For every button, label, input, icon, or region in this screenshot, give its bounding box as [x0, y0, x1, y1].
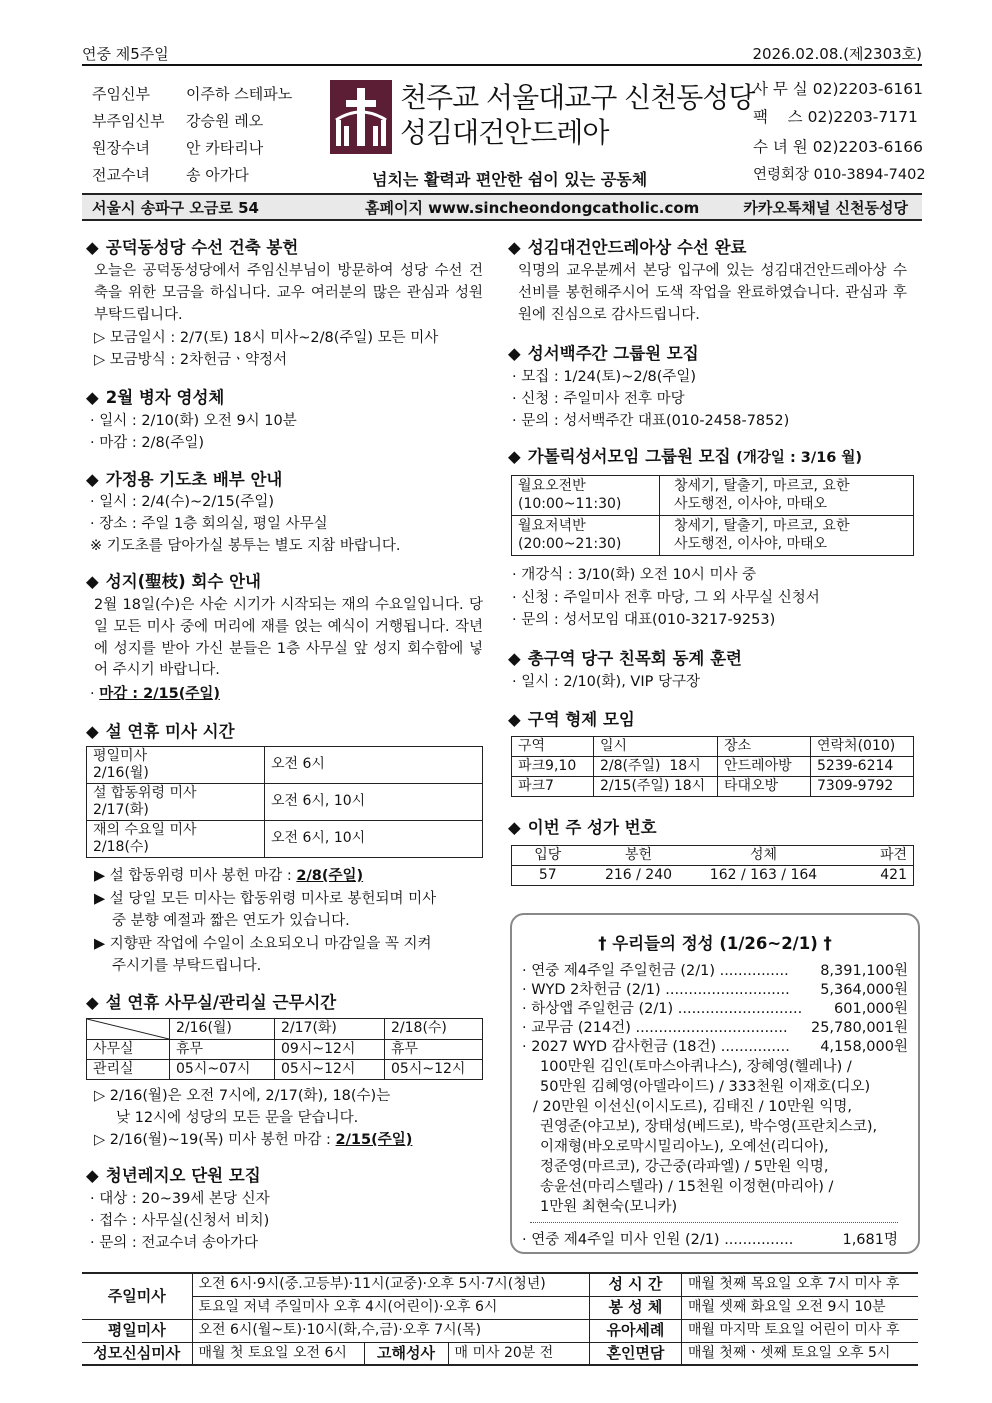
- schedule-label: 평일미사: [82, 1319, 192, 1342]
- section-title-text: 가정용 기도초 배부 안내: [105, 470, 283, 489]
- section-title-text: 성지(聖枝) 회수 안내: [105, 572, 261, 591]
- info-line: ▶ 지향판 작업에 수일이 소요되오니 마감일을 꼭 지켜: [94, 936, 432, 952]
- clergy-row: [92, 138, 263, 160]
- diagonal-line-icon: [87, 1019, 169, 1039]
- table-header: 봉헌: [584, 846, 694, 866]
- table-header: 입당: [512, 846, 584, 866]
- section-title: ◆ 이번 주 성가 번호: [508, 818, 657, 837]
- schedule-value: 매월 첫 토요일 오전 6시: [192, 1342, 364, 1365]
- cell-text: 2/18(수): [93, 839, 149, 855]
- table-cell: [87, 784, 265, 821]
- schedule-value: 매 미사 20분 전: [448, 1342, 589, 1365]
- table-cell: 09시~12시: [275, 1040, 385, 1060]
- info-line: · 마감 : 2/8(주일): [90, 435, 204, 451]
- note-text: ▶ 설 합동위령 미사 봉헌 마감 :: [94, 868, 297, 884]
- table-cell: 안드레아방: [718, 757, 811, 777]
- deadline: 2/8(주일): [296, 868, 364, 884]
- clergy-row: [92, 84, 292, 106]
- table-cell: 05시~12시: [275, 1060, 385, 1080]
- cell-text: (10:00~11:30): [518, 495, 622, 512]
- deadline: 마감 : 2/15(주일): [99, 686, 220, 702]
- section-title: ◆ 성서백주간 그룹원 모집: [508, 344, 699, 363]
- table-cell: 오전 6시: [265, 747, 483, 784]
- table-row: [512, 737, 914, 757]
- table-cell: 휴무: [170, 1040, 275, 1060]
- contact-label: 연령회장: [753, 167, 810, 183]
- info-line: · 문의 : 성서백주간 대표(010-2458-7852): [512, 413, 790, 429]
- offering-amount: 5,364,000원: [820, 982, 908, 998]
- info-line: [94, 866, 363, 887]
- table-row: [87, 1060, 483, 1080]
- table-cell: [660, 516, 914, 556]
- table-cell: 216 / 240: [584, 866, 694, 886]
- table-row: [87, 784, 483, 821]
- table-header: 구역: [512, 737, 594, 757]
- section-title-text: 성서백주간 그룹원 모집: [527, 344, 699, 363]
- cell-text: 2/17(화): [93, 802, 149, 818]
- contact-label: 사 무 실: [753, 80, 808, 98]
- table-header: 일시: [594, 737, 718, 757]
- cell-text: 2/16(월): [93, 765, 149, 781]
- table-row: [512, 846, 914, 866]
- schedule-label: 주일미사: [82, 1273, 192, 1319]
- bullet: ·: [90, 686, 100, 702]
- section-title-text: 가톨릭성서모임 그룹원 모집: [527, 447, 731, 466]
- cell-text: (20:00~21:30): [518, 535, 622, 552]
- table-cell: 2/15(주일) 18시: [594, 777, 718, 797]
- clergy-row: [92, 165, 249, 187]
- cell-text: 사도행전, 이사야, 마태오: [674, 535, 828, 552]
- offering-amount: 8,391,100원: [820, 963, 908, 979]
- section-body: 익명의 교우분께서 본당 입구에 있는 성김대건안드레아상 수선비를 봉헌해주시어 도색 작업을 완료하였습니다. 관심과 후원에 진심으로 감사드립니다.: [518, 263, 907, 323]
- contact-label: 팩 스: [753, 108, 803, 126]
- bible-study-table: [511, 475, 914, 556]
- offering-amount: 4,158,000원: [820, 1039, 908, 1055]
- table-cell: [512, 516, 660, 556]
- info-line: · 신청 : 주일미사 전후 마당: [512, 391, 685, 407]
- section-title: ◆ 성김대건안드레아상 수선 완료: [508, 238, 747, 257]
- info-line: · 접수 : 사무실(신청서 비치): [90, 1213, 270, 1229]
- table-cell: 파크9,10: [512, 757, 594, 777]
- offering-title: † 우리들의 정성 (1/26~2/1) †: [598, 934, 832, 953]
- info-line: · 문의 : 전교수녀 송아가다: [90, 1235, 259, 1251]
- table-cell: 오전 6시, 10시: [265, 821, 483, 858]
- table-cell: 421: [834, 866, 914, 886]
- attendance-value: 1,681명: [842, 1232, 898, 1248]
- table-cell: 사무실: [87, 1040, 170, 1060]
- section-title: ◆ 총구역 당구 친목회 동계 훈련: [508, 649, 742, 668]
- donor-line: / 20만원 이선신(이시도르), 김태진 / 10만원 익명,: [533, 1099, 852, 1115]
- section-title-text: 구역 형제 모임: [527, 710, 635, 729]
- table-row: [512, 476, 914, 516]
- section-title-text: 설 연휴 미사 시간: [105, 722, 235, 741]
- parish-logo-icon: [330, 80, 392, 154]
- address: 서울시 송파구 오금로 54: [92, 199, 259, 217]
- table-cell: 2/8(주일) 18시: [594, 757, 718, 777]
- table-row: [82, 1296, 918, 1319]
- info-line: 낮 12시에 성당의 모든 문을 닫습니다.: [116, 1110, 359, 1126]
- contact-row: [753, 106, 918, 128]
- district-meeting-table: [511, 736, 914, 797]
- donor-line: 100만원 김인(토마스아퀴나스), 장혜영(헬레나) /: [540, 1059, 852, 1075]
- address-bar: [82, 193, 922, 221]
- info-line: ▷ 모금방식 : 2차헌금ㆍ약정서: [94, 352, 288, 368]
- table-cell: 05시~07시: [170, 1060, 275, 1080]
- table-header: 2/17(화): [275, 1019, 385, 1040]
- deadline: 2/15(주일): [335, 1132, 413, 1148]
- section-title: ◆ 가정용 기도초 배부 안내: [86, 470, 283, 489]
- table-row: [87, 747, 483, 784]
- note-text: ▷ 2/16(월)~19(목) 미사 봉헌 마감 :: [94, 1132, 336, 1148]
- section-title-text: 총구역 당구 친목회 동계 훈련: [527, 649, 742, 668]
- header-rule: [82, 64, 922, 66]
- schedule-value: 매월 마지막 토요일 어린이 미사 후: [681, 1319, 918, 1342]
- table-row: [82, 1319, 918, 1342]
- contact-value: 02)2203-7171: [807, 108, 918, 126]
- table-cell: 57: [512, 866, 584, 886]
- contact-row: [753, 78, 923, 100]
- info-line: ▷ 2/16(월)은 오전 7시에, 2/17(화), 18(수)는: [94, 1088, 391, 1104]
- table-cell: [87, 821, 265, 858]
- schedule-label: 고해성사: [364, 1342, 448, 1365]
- section-title-text: 청년레지오 단원 모집: [105, 1166, 261, 1185]
- attendance-label: · 연중 제4주일 미사 인원 (2/1) ...............: [522, 1232, 794, 1248]
- table-cell: 162 / 163 / 164: [694, 866, 834, 886]
- donor-line: 1만원 최현숙(모니카): [540, 1199, 678, 1215]
- info-line: · 문의 : 성서모임 대표(010-3217-9253): [512, 612, 776, 628]
- table-cell: 5239-6214: [811, 757, 914, 777]
- table-row: [512, 757, 914, 777]
- table-row: [87, 1040, 483, 1060]
- info-line: 주시기를 부탁드립니다.: [112, 958, 262, 974]
- offering-label: · 하상앱 주일헌금 (2/1) ...........................: [522, 1001, 803, 1017]
- clergy-name: 안 카타리나: [186, 139, 264, 157]
- info-line: [90, 684, 220, 705]
- section-title-suffix: (개강일 : 3/16 월): [736, 450, 863, 466]
- cell-text: 설 합동위령 미사: [93, 784, 197, 801]
- cell-text: 창세기, 탈출기, 마르코, 요한: [674, 518, 850, 534]
- section-title: ◆ 공덕동성당 수선 건축 봉헌: [86, 238, 299, 257]
- schedule-label: 성모신심미사: [82, 1342, 192, 1365]
- info-line: ▶ 설 당일 모든 미사는 합동위령 미사로 봉헌되며 미사: [94, 891, 437, 907]
- donor-line: 정준영(마르코), 강근중(라파엘) / 5만원 익명,: [540, 1159, 829, 1175]
- contact-row: [753, 165, 926, 186]
- schedule-table: [82, 1272, 918, 1366]
- office-hours-table: [86, 1018, 483, 1080]
- schedule-value: 매월 첫째 목요일 오후 7시 미사 후: [681, 1273, 918, 1296]
- info-line: · 대상 : 20~39세 본당 신자: [90, 1191, 270, 1207]
- offering-item: [522, 1018, 788, 1039]
- cell-text: 재의 수요일 미사: [93, 821, 197, 838]
- table-cell: 7309-9792: [811, 777, 914, 797]
- week-label: 연중 제5주일: [82, 45, 169, 63]
- cell-text: 창세기, 탈출기, 마르코, 요한: [674, 478, 850, 494]
- offering-item: [522, 961, 789, 982]
- info-line: · 모집 : 1/24(토)~2/8(주일): [512, 369, 697, 385]
- clergy-role: 원장수녀: [92, 139, 150, 157]
- homepage-link[interactable]: 홈페이지 www.sincheondongcatholic.com: [365, 199, 700, 217]
- issue-date: 2026.02.08.(제2303호): [752, 45, 922, 63]
- offering-amount: 601,000원: [834, 1001, 908, 1017]
- table-cell: 휴무: [385, 1040, 483, 1060]
- schedule-value: 매월 첫째ㆍ셋째 토요일 오후 5시: [681, 1342, 918, 1365]
- offering-item: [522, 980, 790, 1001]
- schedule-value: 오전 6시·9시(중.고등부)·11시(교중)·오후 5시·7시(청년): [192, 1273, 589, 1296]
- section-title: ◆ 가톨릭성서모임 그룹원 모집 (개강일 : 3/16 월): [508, 447, 863, 466]
- table-cell: [512, 476, 660, 516]
- table-row: [87, 821, 483, 858]
- info-line: · 장소 : 주일 1층 회의실, 평일 사무실: [90, 516, 328, 532]
- table-row: [512, 866, 914, 886]
- table-cell: [87, 1019, 170, 1040]
- offering-label: · 2027 WYD 감사헌금 (18건) ...............: [522, 1039, 790, 1055]
- contact-value: 02)2203-6166: [812, 138, 923, 156]
- table-cell: [87, 747, 265, 784]
- info-line: · 일시 : 2/4(수)~2/15(주일): [90, 494, 275, 510]
- section-title-text: 공덕동성당 수선 건축 봉헌: [105, 238, 299, 257]
- table-row: [87, 1019, 483, 1040]
- offering-label: · 교무금 (214건) .................................: [522, 1020, 788, 1036]
- info-line: · 일시 : 2/10(화) 오전 9시 10분: [90, 413, 297, 429]
- cell-text: 월요오전반: [518, 478, 586, 494]
- info-line: · 신청 : 주일미사 전후 마당, 그 외 사무실 신청서: [512, 590, 820, 606]
- donor-line: 송윤선(마리스텔라) / 15천원 이정현(마리아) /: [540, 1179, 834, 1195]
- section-title-text: 성김대건안드레아상 수선 완료: [527, 238, 747, 257]
- donor-line: 이재형(바오로막시밀리아노), 오예선(리디아),: [540, 1139, 829, 1155]
- offering-label: · WYD 2차헌금 (2/1) ...........................: [522, 982, 790, 998]
- parish-subtitle: 성김대건안드레아: [400, 116, 609, 149]
- slogan: 넘치는 활력과 편안한 쉼이 있는 공동체: [372, 170, 648, 189]
- section-title: ◆ 구역 형제 모임: [508, 710, 635, 729]
- offering-amount: 25,780,001원: [810, 1020, 908, 1036]
- table-row: [82, 1342, 918, 1365]
- table-header: 성체: [694, 846, 834, 866]
- contact-value: 02)2203-6161: [812, 80, 923, 98]
- donor-line: 권영준(야고보), 장태성(베드로), 박수영(프란치스코),: [540, 1119, 878, 1135]
- section-body: 2월 18일(수)은 사순 시기가 시작되는 재의 수요일입니다. 당일 모든 미사 중에 머리에 재를 얹는 예식이 거행됩니다. 작년에 성지를 받아 가신 분들은 1층 사무실 앞 성지 회수함에 넣어 주시기 바랍니다.: [94, 597, 483, 679]
- offering-label: · 연중 제4주일 주일헌금 (2/1) ...............: [522, 963, 789, 979]
- schedule-value: 매월 셋째 화요일 오전 9시 10분: [681, 1296, 918, 1319]
- section-title-text: 2월 병자 영성체: [105, 388, 225, 407]
- contact-value: 010-3894-7402: [813, 167, 926, 183]
- info-line: · 일시 : 2/10(화), VIP 당구장: [512, 674, 701, 690]
- clergy-role: 주임신부: [92, 85, 150, 103]
- section-title: ◆ 설 연휴 미사 시간: [86, 722, 235, 741]
- clergy-role: 부주임신부: [92, 112, 165, 130]
- schedule-label: 유아세례: [589, 1319, 681, 1342]
- offering-item: [522, 999, 802, 1020]
- cell-text: 사도행전, 이사야, 마태오: [674, 495, 828, 512]
- table-header: 2/18(수): [385, 1019, 483, 1040]
- contact-row: [753, 136, 923, 158]
- info-line: [94, 1130, 412, 1151]
- table-header: 연락처(010): [811, 737, 914, 757]
- table-header: 파견: [834, 846, 914, 866]
- table-header: 2/16(월): [170, 1019, 275, 1040]
- schedule-label: 성 시 간: [589, 1273, 681, 1296]
- info-line: 중 분향 예절과 짧은 연도가 있습니다.: [112, 913, 350, 929]
- clergy-name: 송 아가다: [186, 166, 249, 184]
- donor-line: 50만원 김혜영(아델라이드) / 333천원 이재호(디오): [540, 1079, 871, 1095]
- info-line: · 개강식 : 3/10(화) 오전 10시 미사 중: [512, 567, 757, 583]
- clergy-name: 강승원 레오: [186, 112, 264, 130]
- schedule-value: 토요일 저녁 주일미사 오후 4시(어린이)·오후 6시: [192, 1296, 589, 1319]
- table-header: 장소: [718, 737, 811, 757]
- table-cell: [660, 476, 914, 516]
- section-body: 오늘은 공덕동성당에서 주임신부님이 방문하여 성당 수선 건축을 위한 모금을 하십니다. 교우 여러분의 많은 관심과 성원 부탁드립니다.: [94, 263, 483, 323]
- dotted-divider: [530, 1222, 898, 1223]
- contact-label: 수 녀 원: [753, 138, 808, 156]
- table-cell: 타대오방: [718, 777, 811, 797]
- table-cell: 파크7: [512, 777, 594, 797]
- cell-text: 월요저녁반: [518, 518, 586, 534]
- table-row: [82, 1273, 918, 1296]
- schedule-label: 혼인면담: [589, 1342, 681, 1365]
- table-cell: 오전 6시, 10시: [265, 784, 483, 821]
- schedule-value: 오전 6시(월~토)·10시(화,수,금)·오후 7시(목): [192, 1319, 589, 1342]
- parish-title: 천주교 서울대교구 신천동성당: [400, 81, 755, 114]
- section-title-text: 설 연휴 사무실/관리실 근무시간: [105, 993, 337, 1012]
- kakao-channel: 카카오톡채널 신천동성당: [743, 199, 908, 217]
- section-title: ◆ 2월 병자 영성체: [86, 388, 225, 407]
- table-cell: 관리실: [87, 1060, 170, 1080]
- info-line: ▷ 모금일시 : 2/7(토) 18시 미사~2/8(주일) 모든 미사: [94, 330, 439, 346]
- table-row: [512, 777, 914, 797]
- cell-text: 평일미사: [93, 747, 148, 764]
- section-title: ◆ 청년레지오 단원 모집: [86, 1166, 261, 1185]
- section-title: ◆ 성지(聖枝) 회수 안내: [86, 572, 261, 591]
- table-cell: 05시~12시: [385, 1060, 483, 1080]
- hymn-number-table: [511, 845, 914, 886]
- info-line: ※ 기도초를 담아가실 봉투는 별도 지참 바랍니다.: [90, 538, 401, 554]
- clergy-name: 이주하 스테파노: [186, 85, 293, 103]
- offering-item: [522, 1037, 790, 1058]
- holiday-mass-table: [86, 746, 483, 858]
- clergy-row: [92, 111, 263, 133]
- section-title: ◆ 설 연휴 사무실/관리실 근무시간: [86, 993, 337, 1012]
- section-title-text: 이번 주 성가 번호: [527, 818, 657, 837]
- clergy-role: 전교수녀: [92, 166, 150, 184]
- table-row: [512, 516, 914, 556]
- schedule-label: 봉 성 체: [589, 1296, 681, 1319]
